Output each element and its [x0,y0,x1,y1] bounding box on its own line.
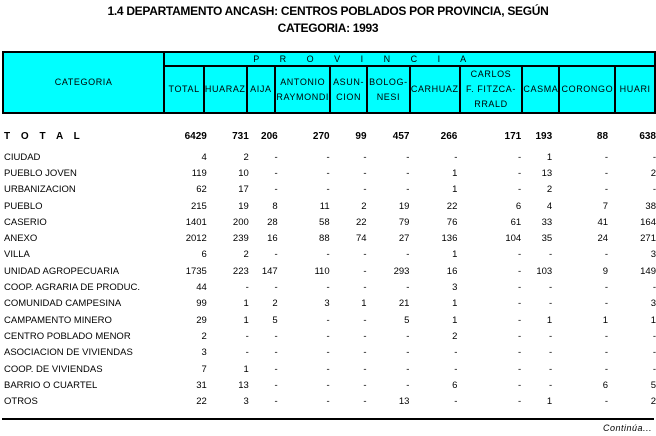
cell-value: - [518,184,522,196]
cell-value: 28 [267,216,278,228]
cell-value: 99 [355,131,367,142]
cell-value: 41 [597,216,609,228]
cell-value: 6 [602,379,609,391]
table-row [2,198,656,214]
cell-value: - [363,314,367,326]
header-col-carlos [460,66,523,113]
header-col-text: HUARI [619,84,651,94]
row-label: URBANIZACION [4,184,76,196]
cell-value: 2 [650,396,656,408]
cell-value: 1 [452,249,458,261]
cell-value: 19 [398,200,410,212]
cell-value: - [326,363,330,375]
cell-value: 29 [196,314,207,326]
cell-value: - [604,282,609,294]
cell-value: - [406,330,410,342]
cell-value: - [652,347,656,359]
header-col-bolog [367,66,410,113]
row-label: VILLA [4,249,30,261]
table-row [2,230,656,246]
cell-value: - [518,298,522,310]
cell-value: 136 [441,233,458,245]
cell-value: 99 [196,298,207,310]
cell-value: - [604,167,609,179]
cell-value: - [518,314,522,326]
cell-value: 1 [243,363,249,375]
cell-value: 638 [639,131,656,142]
cell-value: 2 [243,249,249,261]
cell-value: 2 [650,167,656,179]
cell-value: - [518,396,522,408]
cell-value: 1 [452,167,458,179]
cell-value: - [406,282,410,294]
table-title: 1.4 DEPARTAMENTO ANCASH: CENTROS POBLADOS POR PROVINCIA, SEGÚN [107,4,549,18]
cell-value: 1735 [185,265,207,277]
cell-value: - [604,184,609,196]
cell-value: 16 [446,265,458,277]
row-label: ASOCIACION DE VIVIENDAS [4,347,133,359]
cell-value: - [518,265,522,277]
cell-value: - [518,282,522,294]
cell-value: - [549,347,553,359]
row-label: COMUNIDAD CAMPESINA [4,298,122,310]
cell-value: 270 [312,131,330,142]
cell-value: 61 [510,216,522,228]
table-row [2,165,656,181]
cell-value: - [652,282,656,294]
cell-value: 171 [504,131,522,142]
cell-value: - [363,151,367,163]
cell-value: 2012 [185,233,207,245]
continues-note: Continúa... [602,423,652,433]
cell-value: 206 [261,131,278,142]
cell-value: - [363,379,367,391]
table-row [2,214,656,230]
cell-value: 38 [645,200,656,212]
cell-value: 5 [404,314,410,326]
header-col-text: TOTAL [168,84,200,94]
table-row [2,182,656,198]
cell-value: 149 [640,265,656,277]
row-label: BARRIO O CUARTEL [4,379,98,391]
header-col-text: BOLOG- [369,76,408,87]
cell-value: - [363,167,367,179]
cell-value: - [406,379,410,391]
cell-value: 2 [361,200,367,212]
cell-value: - [363,184,367,196]
table-row [2,279,656,295]
table-row [2,263,656,279]
header-col-text: CORONGO [561,84,614,94]
cell-value: 3 [650,249,656,261]
header-col-text: ANTONIO [280,76,326,87]
table-row [2,296,656,312]
header-col-text: RAYMONDI [276,91,330,102]
header-col-text: NESI [376,91,401,102]
row-label: UNIDAD AGROPECUARIA [4,265,120,277]
cell-value: - [604,249,609,261]
cell-value: - [652,151,656,163]
cell-value: - [549,363,553,375]
cell-value: 1401 [185,216,207,228]
cell-value: 8 [272,200,278,212]
cell-value: - [604,347,609,359]
total-row [2,128,656,145]
cell-value: 62 [196,184,207,196]
cell-value: - [326,167,330,179]
cell-value: 7 [602,200,609,212]
cell-value: 11 [319,200,330,212]
cell-value: 215 [190,200,207,212]
header-col-carhuaz [410,66,460,113]
cell-value: - [454,396,458,408]
cell-value: - [363,330,367,342]
row-label: CASERIO [4,216,47,228]
cell-value: 5 [272,314,278,326]
cell-value: 2 [452,330,458,342]
header-col-corongo [559,66,615,113]
cell-value: 6 [201,249,207,261]
cell-value: 24 [597,233,609,245]
cell-value: - [363,265,367,277]
cell-value: - [604,396,609,408]
cell-value: - [518,330,522,342]
table-row [2,393,656,409]
cell-value: - [326,314,330,326]
cell-value: 3 [243,396,249,408]
header-provincia-group: P R O V I N C I A [164,52,655,66]
cell-value: 1 [243,298,249,310]
cell-value: - [604,363,609,375]
cell-value: 17 [238,184,249,196]
cell-value: 13 [238,379,249,391]
row-label: COOP. AGRARIA DE PRODUC. [4,282,141,294]
cell-value: - [652,184,656,196]
cell-value: 58 [319,216,330,228]
cell-value: 6429 [184,131,207,142]
cell-value: 271 [640,233,656,245]
cell-value: 35 [541,233,553,245]
cell-value: - [454,363,458,375]
cell-value: 21 [398,298,410,310]
row-label: CENTRO POBLADO MENOR [4,330,131,342]
cell-value: 4 [201,151,207,163]
cell-value: - [274,184,278,196]
row-label: T O T A L [4,131,84,142]
cell-value: 1 [452,298,458,310]
cell-value: - [326,396,330,408]
header-col-text: RRALD [474,99,508,109]
table-row [2,328,656,344]
cell-value: 19 [238,200,249,212]
cell-value: 10 [238,167,249,179]
header-col-total [164,66,204,113]
header-col-text: HUARAZ [204,84,246,94]
header-col-text: AIJA [250,84,272,94]
cell-value: - [326,282,330,294]
cell-value: 13 [541,167,553,179]
cell-value: - [274,347,278,359]
cell-value: - [274,330,278,342]
cell-value: 22 [355,216,367,228]
row-label: CAMPAMENTO MINERO [4,314,112,326]
table-row [2,361,656,377]
cell-value: 200 [232,216,249,228]
cell-value: 27 [398,233,410,245]
table-row [2,149,656,165]
cell-value: 193 [535,131,553,142]
cell-value: - [274,151,278,163]
cell-value: - [274,249,278,261]
cell-value: - [549,379,553,391]
cell-value: - [652,363,656,375]
cell-value: 2 [243,151,249,163]
cell-value: 76 [446,216,458,228]
data-table [2,128,656,410]
cell-value: 1 [650,314,656,326]
cell-value: - [326,347,330,359]
cell-value: - [406,363,410,375]
cell-value: - [454,347,458,359]
cell-value: - [518,347,522,359]
cell-value: - [549,330,553,342]
cell-value: 731 [232,131,249,142]
cell-value: - [274,167,278,179]
cell-value: - [406,151,410,163]
header-col-text: CION [336,91,362,102]
table-bottom-rule [2,418,654,420]
table-row [2,345,656,361]
cell-value: - [245,282,249,294]
cell-value: 1 [546,314,553,326]
table-row [2,247,656,263]
cell-value: 103 [536,265,553,277]
header-col-huaraz [204,66,247,113]
cell-value: 110 [314,265,330,277]
cell-value: - [549,282,553,294]
header-col-asun [330,66,367,113]
cell-value: 6 [452,379,458,391]
cell-value: 7 [201,363,207,375]
row-label: PUEBLO [4,200,43,212]
row-label: CIUDAD [4,151,41,163]
cell-value: 457 [392,131,410,142]
cell-value: 119 [191,167,207,179]
cell-value: 1 [452,184,458,196]
row-label: PUEBLO JOVEN [4,167,77,179]
cell-value: - [406,249,410,261]
cell-value: - [363,347,367,359]
cell-value: - [326,151,330,163]
cell-value: 266 [440,131,458,142]
cell-value: - [604,330,609,342]
cell-value: 1 [452,314,458,326]
header-col-text: CARHUAZ [410,84,459,94]
cell-value: 22 [446,200,458,212]
cell-value: - [518,363,522,375]
header-col-antonio [275,66,330,113]
table-header [2,51,656,114]
cell-value: 3 [324,298,330,310]
cell-value: 223 [232,265,249,277]
cell-value: - [549,298,553,310]
cell-value: - [326,379,330,391]
cell-value: - [604,298,609,310]
cell-value: - [518,167,522,179]
cell-value: 2 [546,184,553,196]
cell-value: 44 [196,282,207,294]
cell-value: - [406,347,410,359]
cell-value: - [326,330,330,342]
cell-value: 74 [355,233,367,245]
cell-value: - [274,396,278,408]
cell-value: 164 [640,216,656,228]
header-col-aija [247,66,276,113]
cell-value: - [326,184,330,196]
header-col-text: CARLOS [470,69,512,79]
cell-value: - [274,282,278,294]
cell-value: - [363,249,367,261]
cell-value: 13 [398,396,410,408]
table-row [2,377,656,393]
cell-value: - [652,330,656,342]
cell-value: 88 [596,131,609,142]
cell-value: 9 [602,265,609,277]
cell-value: - [326,249,330,261]
header-col-casma [522,66,559,113]
cell-value: 239 [232,233,249,245]
cell-value: 33 [541,216,553,228]
cell-value: 2 [272,298,278,310]
cell-value: 3 [201,347,207,359]
cell-value: - [274,379,278,391]
cell-value: - [363,363,367,375]
cell-value: 22 [196,396,207,408]
cell-value: - [604,151,609,163]
cell-value: - [518,151,522,163]
cell-value: - [245,330,249,342]
header-col-text: ASUN- [333,76,365,87]
cell-value: 16 [267,233,278,245]
cell-value: - [518,379,522,391]
cell-value: 147 [261,265,278,277]
cell-value: 6 [515,200,522,212]
table-row [2,312,656,328]
table-subtitle: CATEGORIA: 1993 [277,21,379,35]
cell-value: 1 [546,151,553,163]
cell-value: 1 [361,298,367,310]
cell-value: 3 [650,298,656,310]
cell-value: 4 [546,200,553,212]
cell-value: - [406,184,410,196]
cell-value: - [406,167,410,179]
cell-value: - [549,249,553,261]
cell-value: - [454,151,458,163]
cell-value: 31 [196,379,207,391]
cell-value: 79 [398,216,410,228]
cell-value: - [363,282,367,294]
cell-value: 88 [319,233,330,245]
header-col-text: F. FITZCA- [465,84,516,94]
header-col-huari [615,66,655,113]
row-label: OTROS [4,396,38,408]
row-label: COOP. DE VIVIENDAS [4,363,103,375]
header-categoria: CATEGORIA [3,52,164,113]
cell-value: 293 [393,265,410,277]
cell-value: 5 [650,379,656,391]
cell-value: 2 [201,330,207,342]
cell-value: 1 [243,314,249,326]
cell-value: 1 [602,314,609,326]
cell-value: - [274,363,278,375]
cell-value: 3 [452,282,458,294]
cell-value: 1 [546,396,553,408]
cell-value: 104 [505,233,522,245]
cell-value: - [245,347,249,359]
row-label: ANEXO [4,233,38,245]
cell-value: - [518,249,522,261]
cell-value: - [363,396,367,408]
header-col-text: CASMA [523,84,559,94]
